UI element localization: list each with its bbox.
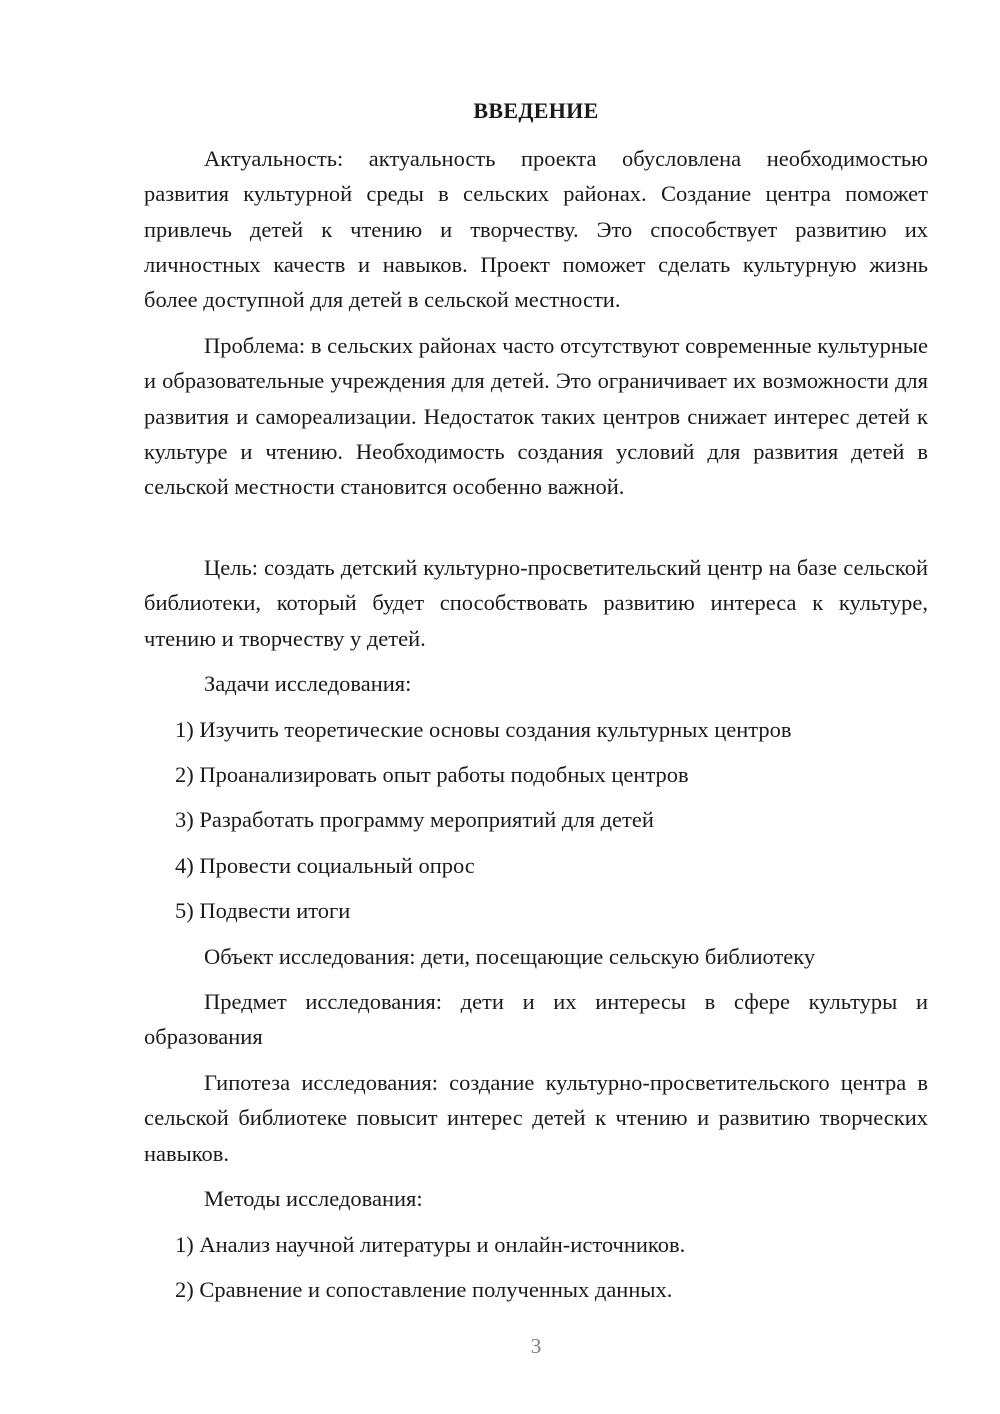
methods-heading: Методы исследования: [204,1186,423,1211]
task-item: 5) Подвести итоги [175,898,351,923]
page-number: 3 [530,1334,542,1358]
problem-paragraph: Проблема: в сельских районах часто отсутствуют современные культурные и образовательные учреждения для детей. Это ограничивает их возможности для развития и самореализации. Недостаток таких центров снижает интерес детей к культуре и чтению. Необходимость создания условий для развития детей в сельской местности становится особенно важной. [144,333,928,500]
object-paragraph: Объект исследования: дети, посещающие сельскую библиотеку [204,944,816,969]
method-item: 2) Сравнение и сопоставление полученных данных. [175,1277,673,1302]
relevance-paragraph: Актуальность: актуальность проекта обусловлена необходимостью развития культурной среды в сельских районах. Создание центра поможет привлечь детей к чтению и творчеству. Это способствует развитию их личностных качеств и навыков. Проект поможет сделать культурную жизнь более доступной для детей в сельской местности. [144,146,928,313]
document-page [144,0,928,1414]
task-item: 3) Разработать программу мероприятий для детей [175,807,654,832]
tasks-heading: Задачи исследования: [204,671,412,696]
goal-paragraph: Цель: создать детский культурно-просветительский центр на базе сельской библиотеки, который будет способствовать развитию интереса к культуре, чтению и творчеству у детей. [144,555,928,651]
task-item: 2) Проанализировать опыт работы подобных центров [175,762,689,787]
page-title: ВВЕДЕНИЕ [473,98,599,123]
hypothesis-paragraph: Гипотеза исследования: создание культурно-просветительского центра в сельской библиотеке повысит интерес детей к чтению и развитию творческих навыков. [144,1070,928,1166]
subject-paragraph: Предмет исследования: дети и их интересы в сфере культуры и образования [144,989,928,1050]
method-item: 1) Анализ научной литературы и онлайн-источников. [175,1232,686,1257]
task-item: 1) Изучить теоретические основы создания культурных центров [175,717,792,742]
task-item: 4) Провести социальный опрос [175,853,475,878]
